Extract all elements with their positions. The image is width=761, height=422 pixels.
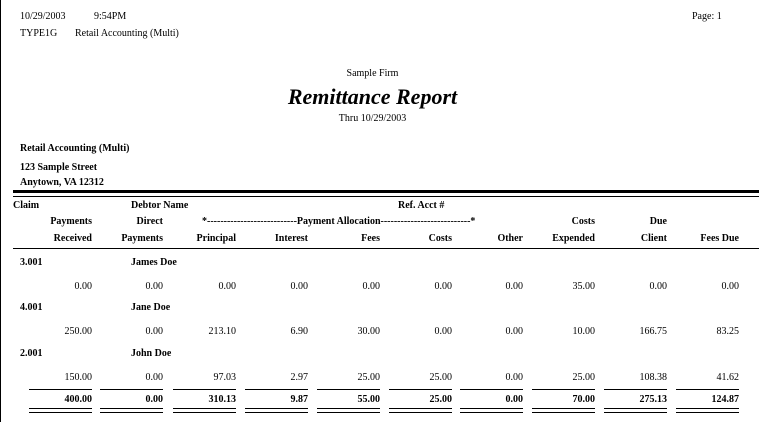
record-principal: 213.10 [208,326,236,337]
record-direct-payments: 0.00 [145,281,163,292]
total-fees-due: 124.87 [711,394,739,405]
record-due-client: 108.38 [639,372,667,383]
record-other: 0.00 [505,326,523,337]
record-fees: 30.00 [357,326,380,337]
record-fees-due: 0.00 [721,281,739,292]
total-interest: 9.87 [290,394,308,405]
total-rule-single [532,389,595,390]
col-due-top: Due [649,216,667,227]
col-fees-due: Fees Due [700,233,739,244]
col-ref-acct: Ref. Acct # [398,200,445,211]
record-direct-payments: 0.00 [145,326,163,337]
total-rule-single [676,389,739,390]
total-principal: 310.13 [208,394,236,405]
record-costs: 0.00 [434,326,452,337]
total-rule-double [532,408,595,413]
record-received: 0.00 [74,281,92,292]
report-date: 10/29/2003 [20,11,66,22]
header-thick-rule [13,190,759,193]
report-title: Remittance Report [287,84,458,109]
report-time: 9:54PM [94,11,127,22]
total-rule-single [173,389,236,390]
client-city: Anytown, VA 12312 [20,177,104,188]
record-debtor: Jane Doe [131,302,171,313]
record-debtor: John Doe [131,348,172,359]
page-number: Page: 1 [692,11,722,22]
total-rule-double [100,408,163,413]
firm-name: Sample Firm [346,68,399,79]
total-fees: 55.00 [357,394,380,405]
record-other: 0.00 [505,372,523,383]
col-payment-allocation: *---------------------------Payment Allocation---------------------------* [202,216,476,227]
total-costs-expended: 70.00 [572,394,595,405]
record-claim: 2.001 [20,348,43,359]
record-claim: 4.001 [20,302,43,313]
total-rule-single [100,389,163,390]
record-fees-due: 41.62 [716,372,739,383]
total-rule-single [460,389,523,390]
record-costs: 25.00 [429,372,452,383]
report-thru-date: Thru 10/29/2003 [338,113,407,124]
record-direct-payments: 0.00 [145,372,163,383]
page-left-border [0,0,1,422]
record-principal: 97.03 [213,372,236,383]
record-costs-expended: 35.00 [572,281,595,292]
record-principal: 0.00 [218,281,236,292]
col-received: Received [53,233,92,244]
record-fees-due: 83.25 [716,326,739,337]
col-fees: Fees [361,233,380,244]
total-other: 0.00 [505,394,523,405]
record-fees: 0.00 [362,281,380,292]
col-interest: Interest [274,233,308,244]
total-rule-single [604,389,667,390]
total-rule-double [317,408,380,413]
total-rule-double [676,408,739,413]
record-received: 150.00 [64,372,92,383]
total-rule-double [604,408,667,413]
report-code: TYPE1G [20,28,58,39]
col-expended: Expended [552,233,595,244]
client-name: Retail Accounting (Multi) [20,143,130,154]
col-principal: Principal [196,233,236,244]
col-payments: Payments [121,233,163,244]
col-costs-top: Costs [571,216,595,227]
total-rule-single [389,389,452,390]
total-rule-double [389,408,452,413]
record-interest: 2.97 [290,372,308,383]
col-client: Client [640,233,667,244]
record-interest: 6.90 [290,326,308,337]
client-street: 123 Sample Street [20,162,98,173]
total-rule-double [460,408,523,413]
record-fees: 25.00 [357,372,380,383]
record-received: 250.00 [64,326,92,337]
total-rule-single [245,389,308,390]
header-thin-rule [13,196,759,197]
record-costs: 0.00 [434,281,452,292]
total-rule-single [317,389,380,390]
header-bottom-rule [13,248,759,249]
record-interest: 0.00 [290,281,308,292]
record-debtor: James Doe [131,257,177,268]
record-due-client: 166.75 [639,326,667,337]
record-due-client: 0.00 [649,281,667,292]
record-costs-expended: 10.00 [572,326,595,337]
col-payments-top: Payments [50,216,92,227]
total-due-client: 275.13 [639,394,667,405]
record-other: 0.00 [505,281,523,292]
total-direct-payments: 0.00 [145,394,163,405]
col-costs: Costs [428,233,452,244]
record-claim: 3.001 [20,257,43,268]
total-rule-double [173,408,236,413]
col-other: Other [497,233,523,244]
total-rule-single [29,389,92,390]
col-debtor-name: Debtor Name [131,200,189,211]
col-direct-top: Direct [136,216,163,227]
record-costs-expended: 25.00 [572,372,595,383]
col-claim: Claim [13,200,40,211]
total-costs: 25.00 [429,394,452,405]
report-app-name: Retail Accounting (Multi) [75,28,179,39]
total-received: 400.00 [64,394,92,405]
total-rule-double [29,408,92,413]
total-rule-double [245,408,308,413]
